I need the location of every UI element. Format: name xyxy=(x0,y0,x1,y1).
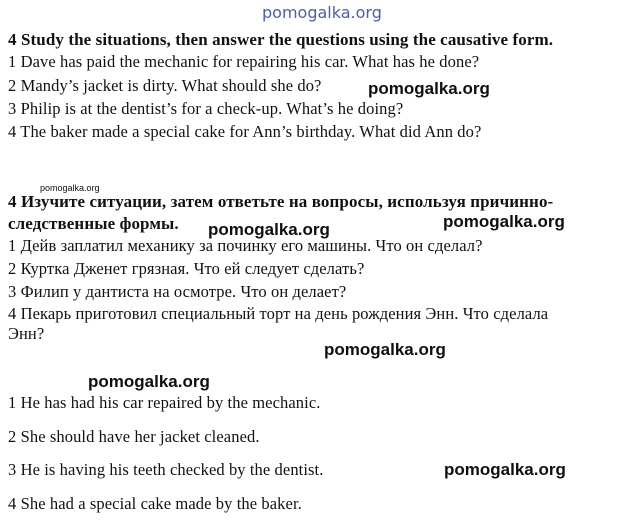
watermark-4: pomogalka.org xyxy=(324,340,446,359)
watermark-2: pomogalka.org xyxy=(208,220,330,239)
russian-question-2: 2 Куртка Дженет грязная. Что ей следует сделать? xyxy=(8,259,365,278)
english-question-1: 1 Dave has paid the mechanic for repairing his car. What has he done? xyxy=(8,52,480,71)
watermark-small: pomogalka.org xyxy=(40,183,100,193)
watermark-6: pomogalka.org xyxy=(444,460,566,479)
watermark-5: pomogalka.org xyxy=(88,372,210,391)
russian-question-4: 4 Пекарь приготовил специальный торт на день рождения Энн. Что сделала xyxy=(8,304,549,323)
watermark-1: pomogalka.org xyxy=(368,79,490,98)
russian-question-1: 1 Дейв заплатил механику за починку его машины. Что он сделал? xyxy=(8,236,483,255)
answer-1: 1 He has had his car repaired by the mechanic. xyxy=(8,393,321,412)
answer-3: 3 He is having his teeth checked by the dentist. xyxy=(8,460,324,479)
russian-question-4-cont: Энн? xyxy=(8,324,45,343)
english-task-heading: 4 Study the situations, then answer the questions using the causative form. xyxy=(8,30,554,49)
russian-task-heading-line2: следственные формы. xyxy=(8,214,179,233)
english-question-4: 4 The baker made a special cake for Ann’s birthday. What did Ann do? xyxy=(8,122,482,141)
russian-task-heading-line1: 4 Изучите ситуации, затем ответьте на вопросы, используя причинно- xyxy=(8,192,554,211)
answer-4: 4 She had a special cake made by the baker. xyxy=(8,494,302,513)
russian-question-3: 3 Филип у дантиста на осмотре. Что он делает? xyxy=(8,282,347,301)
watermark-3: pomogalka.org xyxy=(443,212,565,231)
english-question-2: 2 Mandy’s jacket is dirty. What should she do? xyxy=(8,76,322,95)
english-question-3: 3 Philip is at the dentist’s for a check-up. What’s he doing? xyxy=(8,99,404,118)
answer-2: 2 She should have her jacket cleaned. xyxy=(8,427,260,446)
watermark-top: pomogalka.org xyxy=(262,3,382,22)
